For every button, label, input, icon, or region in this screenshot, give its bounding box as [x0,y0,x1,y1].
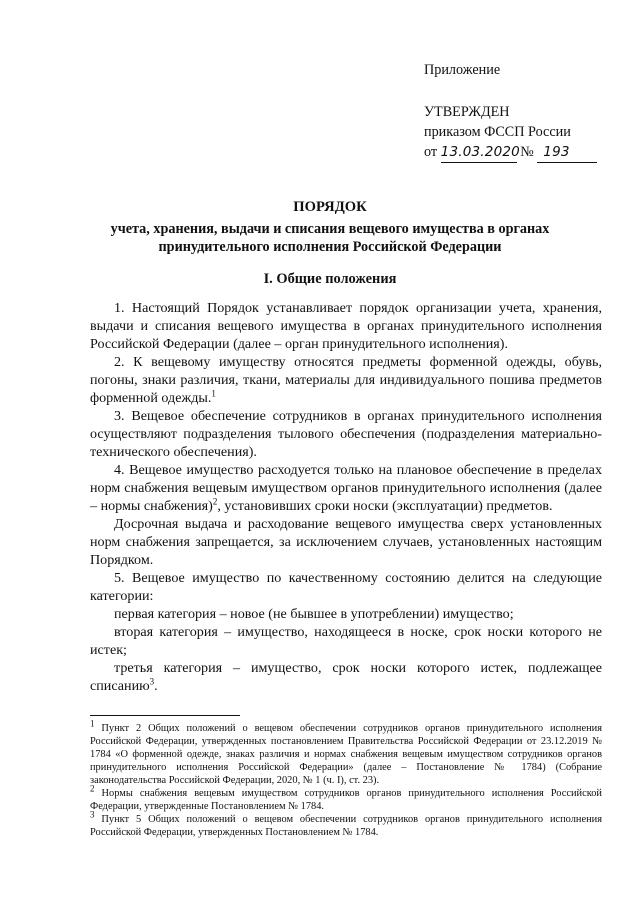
paragraph-2-text: 2. К вещевому имуществу относятся предметы форменной одежды, обувь, погоны, знаки различия, ткани, материалы для индивидуального пошива предметов форменной одежды. [90,354,602,406]
footnote-2-mark: 2 [90,783,95,794]
category-first: первая категория – новое (не бывшее в употреблении) имущество; [114,606,514,622]
footnote-1-mark: 1 [90,718,95,729]
order-date-handwritten: 13.03.2020 [441,142,517,163]
date-prefix: от [424,144,438,160]
section-heading: I. Общие положения [263,271,397,287]
footnote-1-text: Пункт 2 Общих положений о вещевом обеспечении сотрудников органов принудительного исполнения Российской Федерации, утвержденных постановлением Правительства Российской Федерации от 23.12.2019 № 1784 «О форменной одежде, знаках различия и нормах снабжения вещевым имуществом сотрудников органов принудительного исполнения Российской Федерации» (далее – Постановление № 1784) (Собрание законодательства Российской Федерации, 2020, № 1 (ч. I), ст. 23). [90,723,602,786]
document-title [60,198,600,256]
paragraph-1: 1. Настоящий Порядок устанавливает порядок организации учета, хранения, выдачи и списания вещевого имущества в органах принудительного исполнения Российской Федерации (далее – орган принудительного исполнения). [90,300,602,352]
title-main: ПОРЯДОК [293,199,367,215]
paragraph-2 [90,353,602,407]
order-number-handwritten: 193 [537,142,597,163]
footnote-2-text: Нормы снабжения вещевым имуществом сотрудников органов принудительного исполнения Российской Федерации, утвержденные Постановлением № 1784. [90,788,602,812]
paragraph-5: 5. Вещевое имущество по качественному состоянию делится на следующие категории: [90,570,602,604]
footnote-3-mark: 3 [90,809,95,820]
approval-block [424,60,624,163]
title-line-1: учета, хранения, выдачи и списания вещевого имущества в органах [110,221,550,237]
paragraph-early-issue: Досрочная выдача и расходование вещевого имущества сверх установленных норм снабжения запрещается, за исключением случаев, установленных настоящим Порядком. [90,516,602,568]
paragraph-3: 3. Вещевое обеспечение сотрудников в органах принудительного исполнения осуществляют подразделения тылового обеспечения (подразделения материально-технического обеспечения). [90,408,602,460]
footnote-2 [90,783,602,813]
approved-label: УТВЕРЖДЕН [424,104,510,120]
document-body [90,299,602,695]
order-date-line [424,142,624,163]
title-line-2: принудительного исполнения Российской Федерации [158,239,502,255]
appendix-label: Приложение [424,62,501,78]
order-by-label: приказом ФССП России [424,124,571,140]
footnote-ref-3: 3 [149,676,155,687]
footnote-3-text: Пункт 5 Общих положений о вещевом обеспечении сотрудников органов принудительного исполнения Российской Федерации, утвержденных Постановлением № 1784. [90,814,602,838]
footnote-1 [90,718,602,787]
category-second: вторая категория – имущество, находящееся в носке, срок носки которого не истек; [90,624,602,658]
footnotes [90,718,602,839]
category-third-end: . [154,678,158,694]
paragraph-4-text-a: 4. Вещевое имущество расходуется только на плановое обеспечение в пределах норм снабжения вещевым имуществом органов принудительного исполнения (далее – нормы снабжения) [90,462,602,514]
category-third-text: третья категория – имущество, срок носки которого истек, подлежащее списанию [90,660,602,694]
footnote-divider [90,715,240,716]
paragraph-4-text-b: , установивших сроки носки (эксплуатации) предметов. [217,498,553,514]
footnote-ref-1: 1 [211,388,216,399]
number-prefix: № [520,144,534,160]
footnote-3 [90,809,602,839]
footnote-ref-2: 2 [212,496,218,507]
paragraph-4 [90,461,602,515]
category-third [90,659,602,695]
